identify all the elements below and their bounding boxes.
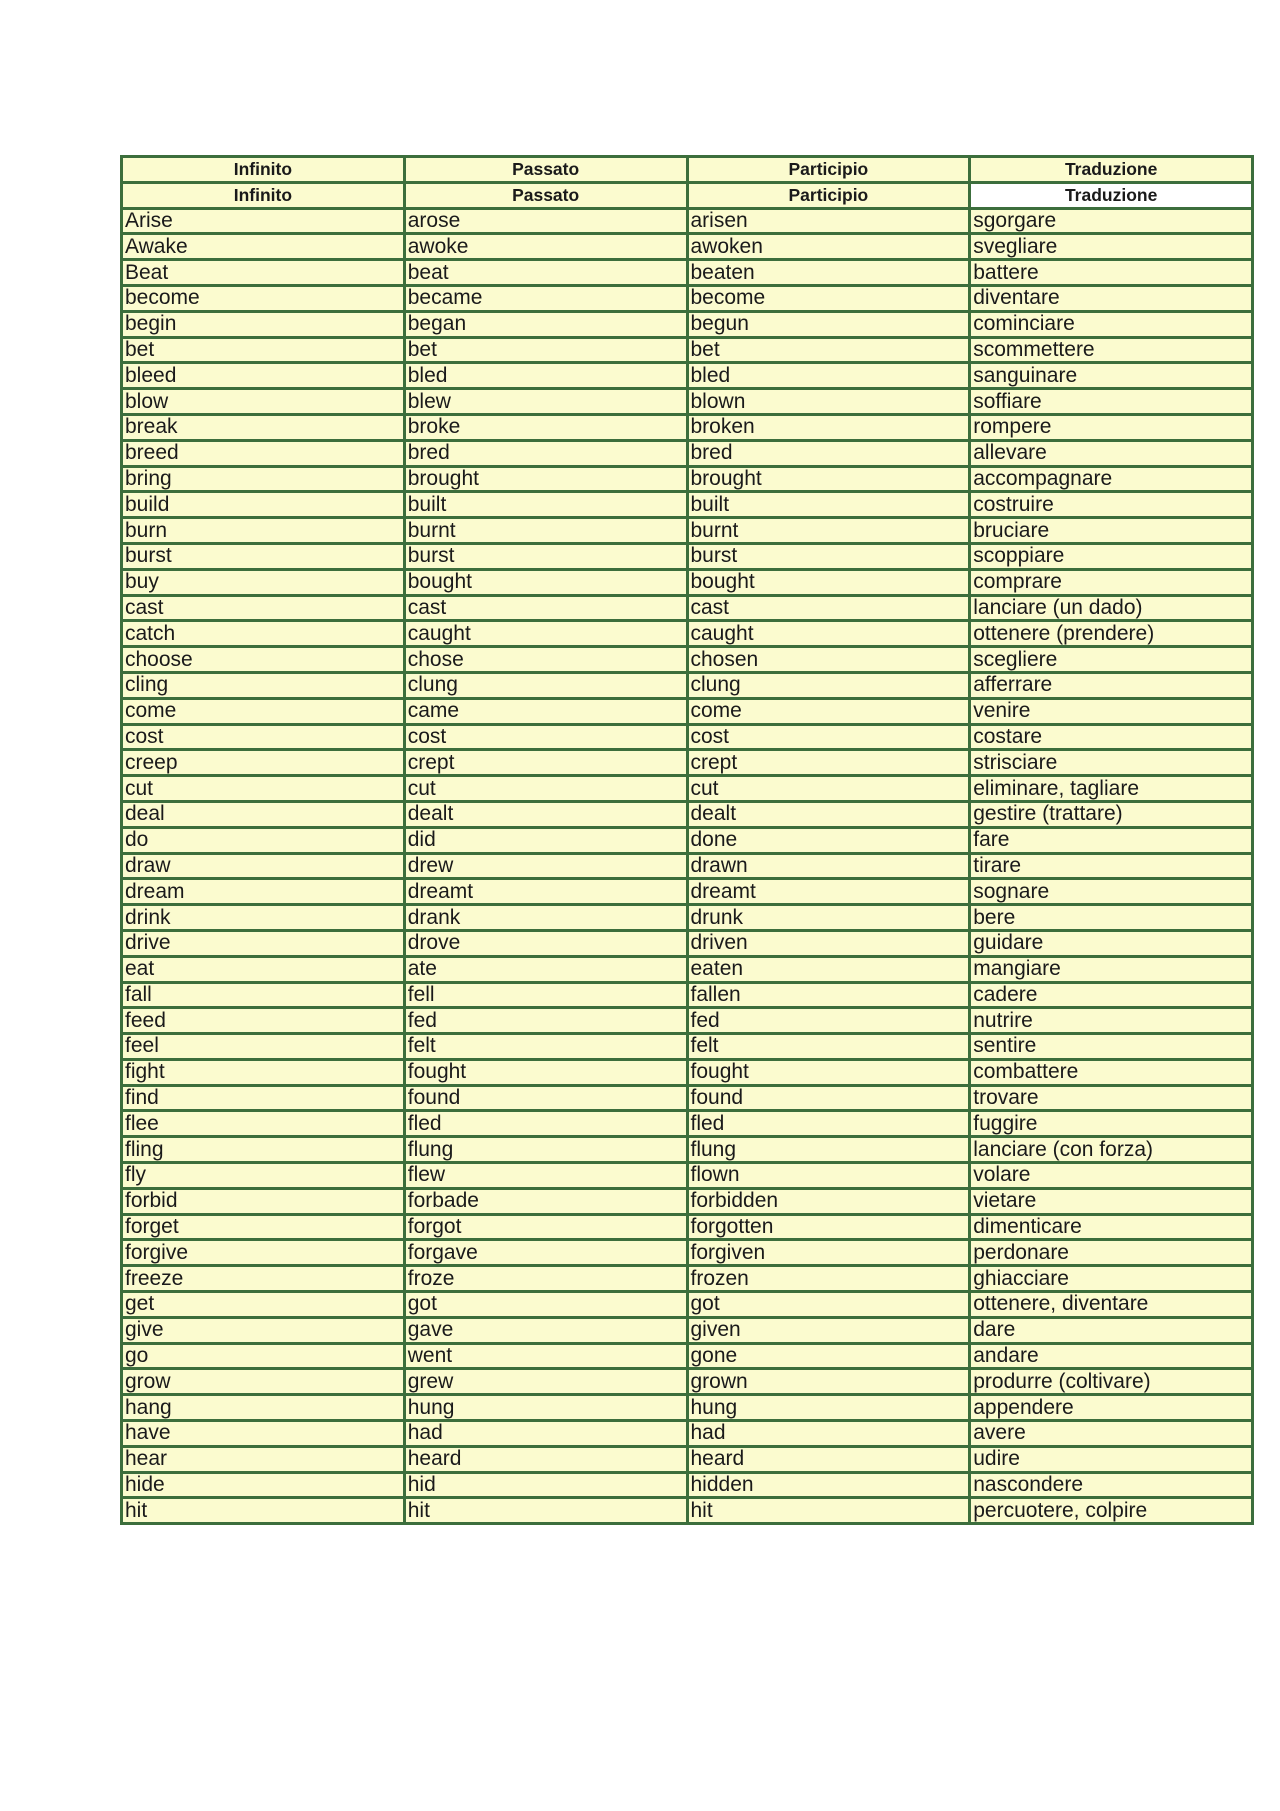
traduzione-cell: allevare — [970, 440, 1253, 466]
traduzione-cell: ghiacciare — [970, 1266, 1253, 1292]
infinito-cell: blow — [122, 389, 405, 415]
header-traduzione: Traduzione — [970, 157, 1253, 183]
passato-cell: built — [404, 492, 687, 518]
traduzione-cell: tirare — [970, 853, 1253, 879]
passato-cell: drank — [404, 905, 687, 931]
infinito-cell: hide — [122, 1472, 405, 1498]
infinito-cell: cut — [122, 776, 405, 802]
table-row — [122, 234, 1253, 260]
passato-cell: went — [404, 1343, 687, 1369]
traduzione-cell: ottenere, diventare — [970, 1292, 1253, 1318]
table-row — [122, 1137, 1253, 1163]
table-row — [122, 414, 1253, 440]
passato-cell: drove — [404, 930, 687, 956]
participio-cell: driven — [687, 930, 970, 956]
table-row — [122, 853, 1253, 879]
passato-cell: became — [404, 285, 687, 311]
participio-cell: had — [687, 1421, 970, 1447]
participio-cell: gone — [687, 1343, 970, 1369]
traduzione-cell: sentire — [970, 1034, 1253, 1060]
infinito-cell: break — [122, 414, 405, 440]
traduzione-cell: rompere — [970, 414, 1253, 440]
table-row — [122, 1163, 1253, 1189]
infinito-cell: flee — [122, 1111, 405, 1137]
header-passato: Passato — [404, 157, 687, 183]
table-row — [122, 1085, 1253, 1111]
infinito-cell: dream — [122, 879, 405, 905]
participio-cell: drawn — [687, 853, 970, 879]
traduzione-cell: gestire (trattare) — [970, 801, 1253, 827]
participio-cell: forbidden — [687, 1188, 970, 1214]
table-row — [122, 672, 1253, 698]
passato-cell: beat — [404, 260, 687, 286]
passato-cell: grew — [404, 1369, 687, 1395]
infinito-cell: fly — [122, 1163, 405, 1189]
participio-cell: clung — [687, 672, 970, 698]
infinito-cell: creep — [122, 750, 405, 776]
passato-cell: burst — [404, 543, 687, 569]
traduzione-cell: sognare — [970, 879, 1253, 905]
infinito-cell: bet — [122, 337, 405, 363]
participio-cell: heard — [687, 1446, 970, 1472]
infinito-cell: draw — [122, 853, 405, 879]
table-row — [122, 1369, 1253, 1395]
participio-cell: flown — [687, 1163, 970, 1189]
header-row-repeat — [122, 182, 1253, 208]
passato-cell: bled — [404, 363, 687, 389]
infinito-cell: go — [122, 1343, 405, 1369]
participio-cell: flung — [687, 1137, 970, 1163]
table-row — [122, 801, 1253, 827]
traduzione-cell: soffiare — [970, 389, 1253, 415]
table-row — [122, 363, 1253, 389]
passato-cell: flung — [404, 1137, 687, 1163]
passato-cell: heard — [404, 1446, 687, 1472]
table-row — [122, 595, 1253, 621]
table-row — [122, 569, 1253, 595]
table-row — [122, 1214, 1253, 1240]
infinito-cell: eat — [122, 956, 405, 982]
infinito-cell: catch — [122, 621, 405, 647]
participio-cell: fled — [687, 1111, 970, 1137]
infinito-cell: give — [122, 1317, 405, 1343]
header-participio-repeat: Participio — [687, 182, 970, 208]
participio-cell: brought — [687, 466, 970, 492]
table-row — [122, 1317, 1253, 1343]
infinito-cell: become — [122, 285, 405, 311]
traduzione-cell: perdonare — [970, 1240, 1253, 1266]
table-row — [122, 1472, 1253, 1498]
traduzione-cell: avere — [970, 1421, 1253, 1447]
participio-cell: dealt — [687, 801, 970, 827]
passato-cell: chose — [404, 647, 687, 673]
table-row — [122, 1421, 1253, 1447]
participio-cell: fed — [687, 1008, 970, 1034]
participio-cell: forgotten — [687, 1214, 970, 1240]
participio-cell: dreamt — [687, 879, 970, 905]
passato-cell: bought — [404, 569, 687, 595]
passato-cell: arose — [404, 208, 687, 234]
passato-cell: forgave — [404, 1240, 687, 1266]
traduzione-cell: diventare — [970, 285, 1253, 311]
traduzione-cell: battere — [970, 260, 1253, 286]
passato-cell: ate — [404, 956, 687, 982]
table-row — [122, 285, 1253, 311]
traduzione-cell: trovare — [970, 1085, 1253, 1111]
participio-cell: bought — [687, 569, 970, 595]
passato-cell: bet — [404, 337, 687, 363]
infinito-cell: fling — [122, 1137, 405, 1163]
infinito-cell: cost — [122, 724, 405, 750]
infinito-cell: forgive — [122, 1240, 405, 1266]
passato-cell: brought — [404, 466, 687, 492]
participio-cell: given — [687, 1317, 970, 1343]
traduzione-cell: scegliere — [970, 647, 1253, 673]
header-passato-repeat: Passato — [404, 182, 687, 208]
infinito-cell: feed — [122, 1008, 405, 1034]
table-row — [122, 1059, 1253, 1085]
table-row — [122, 1111, 1253, 1137]
passato-cell: forbade — [404, 1188, 687, 1214]
traduzione-cell: mangiare — [970, 956, 1253, 982]
passato-cell: awoke — [404, 234, 687, 260]
passato-cell: had — [404, 1421, 687, 1447]
header-infinito: Infinito — [122, 157, 405, 183]
traduzione-cell: sanguinare — [970, 363, 1253, 389]
participio-cell: felt — [687, 1034, 970, 1060]
infinito-cell: Awake — [122, 234, 405, 260]
table-row — [122, 724, 1253, 750]
traduzione-cell: produrre (coltivare) — [970, 1369, 1253, 1395]
traduzione-cell: eliminare, tagliare — [970, 776, 1253, 802]
table-row — [122, 492, 1253, 518]
participio-cell: caught — [687, 621, 970, 647]
participio-cell: arisen — [687, 208, 970, 234]
traduzione-cell: dare — [970, 1317, 1253, 1343]
table-row — [122, 1395, 1253, 1421]
participio-cell: cut — [687, 776, 970, 802]
participio-cell: awoken — [687, 234, 970, 260]
traduzione-cell: accompagnare — [970, 466, 1253, 492]
passato-cell: dealt — [404, 801, 687, 827]
table-row — [122, 1266, 1253, 1292]
passato-cell: crept — [404, 750, 687, 776]
participio-cell: bred — [687, 440, 970, 466]
traduzione-cell: costruire — [970, 492, 1253, 518]
traduzione-cell: combattere — [970, 1059, 1253, 1085]
passato-cell: cast — [404, 595, 687, 621]
infinito-cell: bleed — [122, 363, 405, 389]
participio-cell: become — [687, 285, 970, 311]
passato-cell: fled — [404, 1111, 687, 1137]
table-row — [122, 440, 1253, 466]
table-row — [122, 466, 1253, 492]
participio-cell: burnt — [687, 518, 970, 544]
table-row — [122, 208, 1253, 234]
infinito-cell: cast — [122, 595, 405, 621]
infinito-cell: burn — [122, 518, 405, 544]
passato-cell: hit — [404, 1498, 687, 1524]
infinito-cell: fight — [122, 1059, 405, 1085]
table-row — [122, 518, 1253, 544]
infinito-cell: hear — [122, 1446, 405, 1472]
traduzione-cell: bere — [970, 905, 1253, 931]
passato-cell: got — [404, 1292, 687, 1318]
table-row — [122, 879, 1253, 905]
header-row — [122, 157, 1253, 183]
traduzione-cell: andare — [970, 1343, 1253, 1369]
participio-cell: eaten — [687, 956, 970, 982]
infinito-cell: cling — [122, 672, 405, 698]
traduzione-cell: cominciare — [970, 311, 1253, 337]
table-row — [122, 621, 1253, 647]
traduzione-cell: svegliare — [970, 234, 1253, 260]
traduzione-cell: lanciare (un dado) — [970, 595, 1253, 621]
participio-cell: burst — [687, 543, 970, 569]
table-row — [122, 543, 1253, 569]
traduzione-cell: scoppiare — [970, 543, 1253, 569]
infinito-cell: grow — [122, 1369, 405, 1395]
table-row — [122, 776, 1253, 802]
infinito-cell: drink — [122, 905, 405, 931]
traduzione-cell: guidare — [970, 930, 1253, 956]
table-row — [122, 1343, 1253, 1369]
table-row — [122, 930, 1253, 956]
participio-cell: beaten — [687, 260, 970, 286]
table-row — [122, 311, 1253, 337]
passato-cell: clung — [404, 672, 687, 698]
traduzione-cell: dimenticare — [970, 1214, 1253, 1240]
traduzione-cell: appendere — [970, 1395, 1253, 1421]
infinito-cell: burst — [122, 543, 405, 569]
table-body — [122, 208, 1253, 1524]
participio-cell: forgiven — [687, 1240, 970, 1266]
passato-cell: fed — [404, 1008, 687, 1034]
infinito-cell: drive — [122, 930, 405, 956]
infinito-cell: get — [122, 1292, 405, 1318]
participio-cell: blown — [687, 389, 970, 415]
participio-cell: done — [687, 827, 970, 853]
infinito-cell: do — [122, 827, 405, 853]
passato-cell: forgot — [404, 1214, 687, 1240]
traduzione-cell: afferrare — [970, 672, 1253, 698]
participio-cell: broken — [687, 414, 970, 440]
infinito-cell: build — [122, 492, 405, 518]
table-row — [122, 389, 1253, 415]
table-row — [122, 905, 1253, 931]
participio-cell: fallen — [687, 982, 970, 1008]
participio-cell: hung — [687, 1395, 970, 1421]
traduzione-cell: comprare — [970, 569, 1253, 595]
infinito-cell: buy — [122, 569, 405, 595]
infinito-cell: forbid — [122, 1188, 405, 1214]
table-row — [122, 1034, 1253, 1060]
table-row — [122, 1498, 1253, 1524]
passato-cell: hid — [404, 1472, 687, 1498]
participio-cell: come — [687, 698, 970, 724]
infinito-cell: forget — [122, 1214, 405, 1240]
table-row — [122, 1446, 1253, 1472]
infinito-cell: fall — [122, 982, 405, 1008]
passato-cell: cost — [404, 724, 687, 750]
passato-cell: flew — [404, 1163, 687, 1189]
header-infinito-repeat: Infinito — [122, 182, 405, 208]
infinito-cell: come — [122, 698, 405, 724]
participio-cell: found — [687, 1085, 970, 1111]
passato-cell: fought — [404, 1059, 687, 1085]
passato-cell: froze — [404, 1266, 687, 1292]
participio-cell: got — [687, 1292, 970, 1318]
participio-cell: cost — [687, 724, 970, 750]
participio-cell: fought — [687, 1059, 970, 1085]
traduzione-cell: fuggire — [970, 1111, 1253, 1137]
passato-cell: dreamt — [404, 879, 687, 905]
table-row — [122, 1008, 1253, 1034]
infinito-cell: Arise — [122, 208, 405, 234]
infinito-cell: Beat — [122, 260, 405, 286]
traduzione-cell: cadere — [970, 982, 1253, 1008]
participio-cell: chosen — [687, 647, 970, 673]
traduzione-cell: costare — [970, 724, 1253, 750]
table-row — [122, 260, 1253, 286]
infinito-cell: choose — [122, 647, 405, 673]
infinito-cell: feel — [122, 1034, 405, 1060]
infinito-cell: freeze — [122, 1266, 405, 1292]
table-row — [122, 982, 1253, 1008]
participio-cell: drunk — [687, 905, 970, 931]
passato-cell: hung — [404, 1395, 687, 1421]
passato-cell: felt — [404, 1034, 687, 1060]
table-row — [122, 1292, 1253, 1318]
participio-cell: bled — [687, 363, 970, 389]
traduzione-cell: nascondere — [970, 1472, 1253, 1498]
table-row — [122, 698, 1253, 724]
passato-cell: did — [404, 827, 687, 853]
passato-cell: bred — [404, 440, 687, 466]
table-row — [122, 337, 1253, 363]
traduzione-cell: strisciare — [970, 750, 1253, 776]
participio-cell: hit — [687, 1498, 970, 1524]
traduzione-cell: vietare — [970, 1188, 1253, 1214]
infinito-cell: bring — [122, 466, 405, 492]
passato-cell: came — [404, 698, 687, 724]
traduzione-cell: lanciare (con forza) — [970, 1137, 1253, 1163]
infinito-cell: deal — [122, 801, 405, 827]
passato-cell: fell — [404, 982, 687, 1008]
participio-cell: bet — [687, 337, 970, 363]
participio-cell: hidden — [687, 1472, 970, 1498]
table-row — [122, 956, 1253, 982]
passato-cell: broke — [404, 414, 687, 440]
participio-cell: begun — [687, 311, 970, 337]
irregular-verbs-table — [120, 155, 1254, 1525]
table-row — [122, 647, 1253, 673]
traduzione-cell: venire — [970, 698, 1253, 724]
header-participio: Participio — [687, 157, 970, 183]
infinito-cell: begin — [122, 311, 405, 337]
participio-cell: cast — [687, 595, 970, 621]
passato-cell: began — [404, 311, 687, 337]
traduzione-cell: volare — [970, 1163, 1253, 1189]
table-row — [122, 827, 1253, 853]
infinito-cell: have — [122, 1421, 405, 1447]
participio-cell: frozen — [687, 1266, 970, 1292]
passato-cell: blew — [404, 389, 687, 415]
passato-cell: cut — [404, 776, 687, 802]
infinito-cell: find — [122, 1085, 405, 1111]
infinito-cell: hang — [122, 1395, 405, 1421]
passato-cell: burnt — [404, 518, 687, 544]
traduzione-cell: fare — [970, 827, 1253, 853]
traduzione-cell: udire — [970, 1446, 1253, 1472]
passato-cell: found — [404, 1085, 687, 1111]
traduzione-cell: percuotere, colpire — [970, 1498, 1253, 1524]
infinito-cell: breed — [122, 440, 405, 466]
traduzione-cell: nutrire — [970, 1008, 1253, 1034]
participio-cell: grown — [687, 1369, 970, 1395]
header-traduzione-repeat: Traduzione — [970, 182, 1253, 208]
traduzione-cell: ottenere (prendere) — [970, 621, 1253, 647]
table-row — [122, 1188, 1253, 1214]
table-row — [122, 1240, 1253, 1266]
passato-cell: gave — [404, 1317, 687, 1343]
passato-cell: caught — [404, 621, 687, 647]
traduzione-cell: sgorgare — [970, 208, 1253, 234]
infinito-cell: hit — [122, 1498, 405, 1524]
passato-cell: drew — [404, 853, 687, 879]
participio-cell: crept — [687, 750, 970, 776]
participio-cell: built — [687, 492, 970, 518]
table-row — [122, 750, 1253, 776]
traduzione-cell: bruciare — [970, 518, 1253, 544]
traduzione-cell: scommettere — [970, 337, 1253, 363]
